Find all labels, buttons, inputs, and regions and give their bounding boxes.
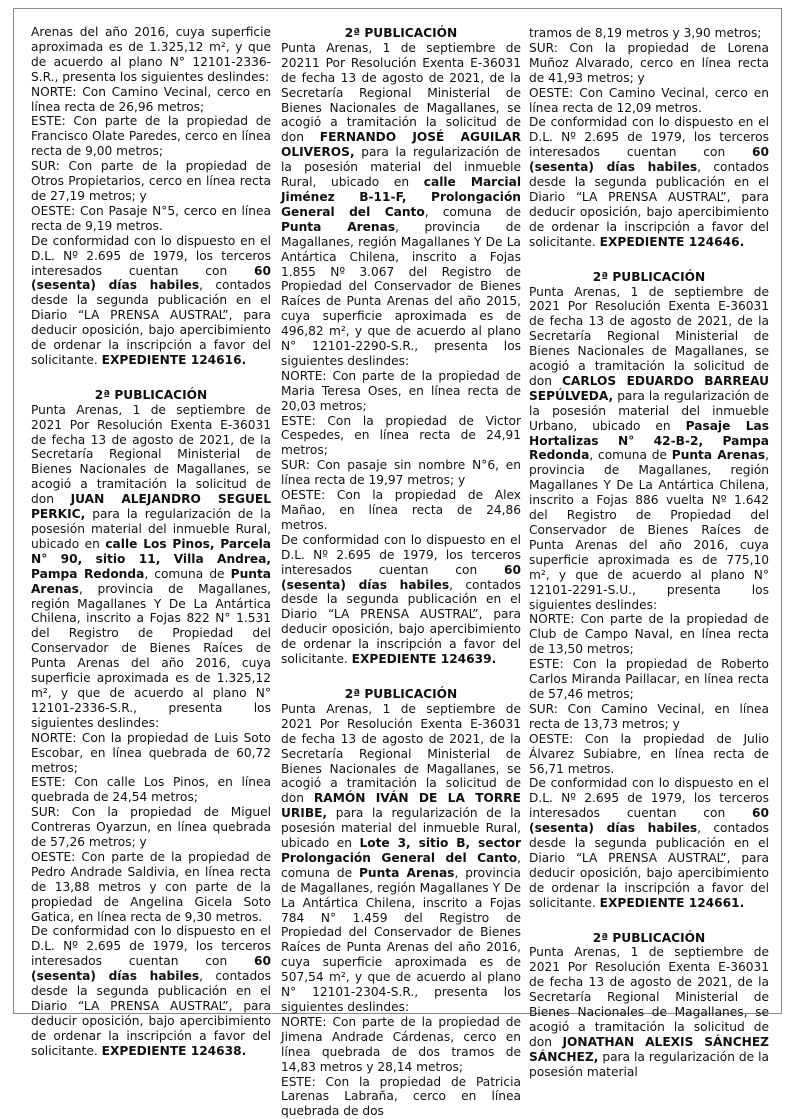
legal-notice-text: De conformidad con lo dispuesto en el D.L. Nº 2.695 de 1979, los terceros interesados cuentan con 60 (sesenta) días habiles, contados desde la segunda publicación en el Diario “LA PRENSA AUSTRAL”, para deducir oposición, bajo apercibimiento de ordenar la inscripción a favor del solicitante. EXPEDIENTE 124661. xyxy=(529,776,769,910)
term-days: 60 (sesenta) días habiles xyxy=(31,954,271,984)
boundary-west: OESTE: Con parte de la propiedad de Pedro Andrade Saldivia, en línea recta de 13,88 metros y con parte de la propiedad de Angelina Gicela Soto Gatica, en línea recta de 9,30 metros. xyxy=(31,849,271,924)
newspaper-page xyxy=(13,8,782,1119)
boundary-east-continued: tramos de 8,19 metros y 3,90 metros; xyxy=(529,26,762,40)
boundary-south: SUR: Con parte de la propiedad de Otros Propietarios, cerco en línea recta de 27,19 metros; y xyxy=(31,159,271,203)
boundary-north: NORTE: Con Camino Vecinal, cerco en línea recta de 26,96 metros; xyxy=(31,84,271,114)
commune-name: Punta Arenas xyxy=(358,865,455,880)
expediente-number: EXPEDIENTE 124661. xyxy=(599,895,745,910)
notice-text: Punta Arenas, 1 de septiembre de 20211 Por Resolución Exenta E-36031 de fecha 13 de agosto de 2021, de la Secretaría Regional Ministerial de Bienes Nacionales de Magallanes, se acogió a tramitación la solicitud de don FERNANDO JOSÉ AGUILAR OLIVEROS, para la regularización de la posesión material del inmueble Rural, ubicado en calle Marcial Jiménez B-11-F, Prolongación General del Canto, comuna de Punta Arenas, provincia de Magallanes, región Magallanes Y De La Antártica Chilena, inscrito a Fojas 1.855 Nº 3.067 del Registro de Propiedad del Conservador de Bienes Raíces de Punta Arenas del año 2015, cuya superficie aproximada es de 496,82 m², y que de acuerdo al plano N° 12101-2290-S.R., presenta los siguientes deslindes: xyxy=(281,40,522,368)
notice-heading: 2ª PUBLICACIÓN xyxy=(344,26,458,40)
boundary-east: ESTE: Con la propiedad de Roberto Carlos Miranda Paillacar, en línea recta de 57,46 metros; xyxy=(529,657,769,701)
notice-text: Punta Arenas, 1 de septiembre de 2021 Por Resolución Exenta E-36031 de fecha 13 de agosto de 2021, de la Secretaría Regional Ministerial de Bienes Nacionales de Magallanes, se acogió a tramitación la solicitud de don RAMÓN IVÁN DE LA TORRE URIBE, para la regularización de la posesión material del inmueble Rural, ubicado en Lote 3, sitio B, sector Prolongación General del Canto, comuna de Punta Arenas, provincia de Magallanes, región Magallanes Y De La Antártica Chilena, inscrito a Fojas 784 N° 1.459 del Registro de Propiedad del Conservador de Bienes Raíces de Punta Arenas del año 2016, cuya superficie aproximada es de 507,54 m², y que de acuerdo al plano N° 12101-2304-S.R., presenta los siguientes deslindes: xyxy=(281,701,522,1014)
applicant-name: JUAN ALEJANDRO SEGUEL PERKIC, xyxy=(31,492,271,522)
notice-text: Punta Arenas, 1 de septiembre de 2021 Por Resolución Exenta E-36031 de fecha 13 de agosto de 2021, de la Secretaría Regional Ministerial de Bienes Nacionales de Magallanes, se acogió a tramitación la solicitud de don JUAN ALEJANDRO SEGUEL PERKIC, para la regularización de la posesión material del inmueble Rural, ubicado en calle Los Pinos, Parcela N° 90, sitio 11, Villa Andrea, Pampa Redonda, comuna de Punta Arenas, provincia de Magallanes, región Magallanes Y De La Antártica Chilena, inscrito a Fojas 822 N° 1.531 del Registro de Propiedad del Conservador de Bienes Raíces de Punta Arenas del año 2016, cuya superficie aproximada es de 1.325,12 m², y que de acuerdo al plano N° 12101-2336-S.R., presenta los siguientes deslindes: xyxy=(31,402,272,730)
legal-notice-text: De conformidad con lo dispuesto en el D.L. Nº 2.695 de 1979, los terceros interesados cuentan con 60 (sesenta) días habiles, contados desde la segunda publicación en el Diario “LA PRENSA AUSTRAL”, para deducir oposición, bajo apercibimiento de ordenar la inscripción a favor del solicitante. EXPEDIENTE 124616. xyxy=(31,233,271,367)
boundary-west: OESTE: Con la propiedad de Julio Álvarez Subiabre, en línea recta de 56,71 metros. xyxy=(529,731,769,776)
boundary-south: SUR: Con pasaje sin nombre N°6, en línea recta de 19,97 metros; y xyxy=(281,458,521,488)
term-days: 60 (sesenta) días habiles xyxy=(31,263,271,293)
notice-heading: 2ª PUBLICACIÓN xyxy=(94,387,208,402)
term-days: 60 (sesenta) días habiles xyxy=(281,562,521,592)
applicant-name: CARLOS EDUARDO BARREAU SEPÚLVEDA, xyxy=(529,373,769,403)
column-2 xyxy=(281,26,522,1119)
notice-text: Punta Arenas, 1 de septiembre de 2021 Por Resolución Exenta E-36031 de fecha 13 de agosto de 2021, de la Secretaría Regional Ministerial de Bienes Nacionales de Magallanes, se acogió a tramitación la solicitud de don CARLOS EDUARDO BARREAU SEPÚLVEDA, para la regularización de la posesión material del inmueble Urbano, ubicado en Pasaje Las Hortalizas N° 42-B-2, Pampa Redonda, comuna de Punta Arenas, provincia de Magallanes, región Magallanes Y De La Antártica Chilena, inscrito a Fojas 886 vuelta Nº 1.642 del Registro de Propiedad del Conservador de Bienes Raíces de Punta Arenas del año 2016, cuya superficie aproximada es de 775,10 m², y que de acuerdo al plano N° 12101-2291-S.U., presenta los siguientes deslindes: xyxy=(529,284,770,612)
boundary-west: OESTE: Con Pasaje N°5, cerco en línea recta de 9,19 metros. xyxy=(31,203,271,233)
property-location: Pasaje Las Hortalizas N° 42-B-2, Pampa Redonda xyxy=(529,418,769,463)
property-location: Lote 3, sitio B, sector Prolongación General del Canto xyxy=(281,836,522,865)
boundary-north: NORTE: Con la propiedad de Luis Soto Escobar, en línea quebrada de 60,72 metros; xyxy=(31,730,271,775)
boundary-west: OESTE: Con la propiedad de Alex Mañao, en línea recta de 24,86 metros. xyxy=(281,488,521,532)
boundary-east: ESTE: Con la propiedad de Victor Cespedes, en línea recta de 24,91 metros; xyxy=(281,413,521,458)
notice-expediente-124646 xyxy=(529,26,769,250)
legal-notice-text: De conformidad con lo dispuesto en el D.L. Nº 2.695 de 1979, los terceros interesados cuentan con 60 (sesenta) días habiles, contados desde la segunda publicación en el Diario “LA PRENSA AUSTRAL”, para deducir oposición, bajo apercibimiento de ordenar la inscripción a favor del solicitante. EXPEDIENTE 124646. xyxy=(529,115,769,249)
notice-expediente-124661 xyxy=(529,270,769,911)
boundary-west: OESTE: Con Camino Vecinal, cerco en línea recta de 12,09 metros. xyxy=(529,85,769,115)
commune-name: Punta Arenas xyxy=(31,566,271,596)
applicant-name: RAMÓN IVÁN DE LA TORRE URIBE, xyxy=(281,791,521,821)
property-location: calle Marcial Jiménez B-11-F, Prolongación General del Canto xyxy=(281,175,521,219)
legal-notice-text: De conformidad con lo dispuesto en el D.L. Nº 2.695 de 1979, los terceros interesados cuentan con 60 (sesenta) días habiles, contados desde la segunda publicación en el Diario “LA PRENSA AUSTRAL”, para deducir oposición, bajo apercibimiento de ordenar la inscripción a favor del solicitante. EXPEDIENTE 124638. xyxy=(31,924,271,1058)
legal-notice-text: De conformidad con lo dispuesto en el D.L. Nº 2.695 de 1979, los terceros interesados cuentan con 60 (sesenta) días habiles, contados desde la segunda publicación en el Diario “LA PRENSA AUSTRAL”, para deducir oposición, bajo apercibimiento de ordenar la inscripción a favor del solicitante. EXPEDIENTE 124639. xyxy=(281,532,521,667)
commune-name: Punta Arenas xyxy=(671,448,766,463)
notice-heading: 2ª PUBLICACIÓN xyxy=(592,930,706,945)
boundary-east: ESTE: Con la propiedad de Patricia Larenas Labraña, cerco en línea quebrada de dos xyxy=(281,1074,521,1119)
notice-expediente-124638 xyxy=(31,388,271,1059)
boundary-south: SUR: Con la propiedad de Lorena Muñoz Alvarado, cerco en línea recta de 41,93 metros; y xyxy=(529,40,769,85)
boundary-north: NORTE: Con parte de la propiedad de Club de Campo Naval, en línea recta de 13,50 metros; xyxy=(529,612,769,657)
column-1 xyxy=(31,25,272,1058)
applicant-name: JONATHAN ALEXIS SÁNCHEZ SÁNCHEZ, xyxy=(529,1034,769,1064)
term-days: 60 (sesenta) días habiles xyxy=(529,806,769,836)
notice-heading: 2ª PUBLICACIÓN xyxy=(592,269,706,284)
commune-name: Punta Arenas xyxy=(281,219,396,234)
column-3 xyxy=(529,26,770,1079)
notice-jonathan-sanchez xyxy=(529,931,769,1080)
boundary-north: NORTE: Con parte de la propiedad de Maria Teresa Oses, en línea recta de 20,03 metros; xyxy=(281,368,521,413)
boundary-east: ESTE: Con parte de la propiedad de Francisco Olate Paredes, cerco en línea recta de 9,00 metros; xyxy=(31,114,271,159)
applicant-name: FERNANDO JOSÉ AGUILAR OLIVEROS, xyxy=(281,130,522,160)
term-days: 60 (sesenta) días habiles xyxy=(529,145,769,175)
boundary-south: SUR: Con Camino Vecinal, en línea recta de 13,73 metros; y xyxy=(529,701,769,731)
boundary-south: SUR: Con la propiedad de Miguel Contreras Oyarzun, en línea quebrada de 57,26 metros; y xyxy=(31,805,271,850)
boundary-north: NORTE: Con parte de la propiedad de Jimena Andrade Cárdenas, cerco en línea quebrada de dos tramos de 14,83 metros y 28,14 metros; xyxy=(281,1014,521,1074)
notice-expediente-124616 xyxy=(31,25,271,368)
notice-heading: 2ª PUBLICACIÓN xyxy=(344,686,458,701)
notice-expediente-124639 xyxy=(281,26,521,667)
expediente-number: EXPEDIENTE 124639. xyxy=(351,652,497,667)
expediente-number: EXPEDIENTE 124638. xyxy=(101,1043,247,1058)
notice-text: Arenas del año 2016, cuya superficie aproximada es de 1.325,12 m², y que de acuerdo al plano N° 12101-2336-S.R., presenta los siguientes deslindes: xyxy=(31,25,271,84)
boundary-east: ESTE: Con calle Los Pinos, en línea quebrada de 24,54 metros; xyxy=(31,775,271,805)
notice-text: Punta Arenas, 1 de septiembre de 2021 Por Resolución Exenta E-36031 de fecha 13 de agosto de 2021, de la Secretaría Regional Ministerial de Bienes Nacionales de Magallanes, se acogió a tramitación la solicitud de don JONATHAN ALEXIS SÁNCHEZ SÁNCHEZ, para la regularización de la posesión material xyxy=(529,945,769,1079)
property-location: calle Los Pinos, Parcela N° 90, sitio 11, Villa Andrea, Pampa Redonda xyxy=(31,536,272,581)
notice-ramon-de-la-torre xyxy=(281,687,521,1119)
expediente-number: EXPEDIENTE 124616. xyxy=(101,352,247,367)
expediente-number: EXPEDIENTE 124646. xyxy=(599,234,745,249)
